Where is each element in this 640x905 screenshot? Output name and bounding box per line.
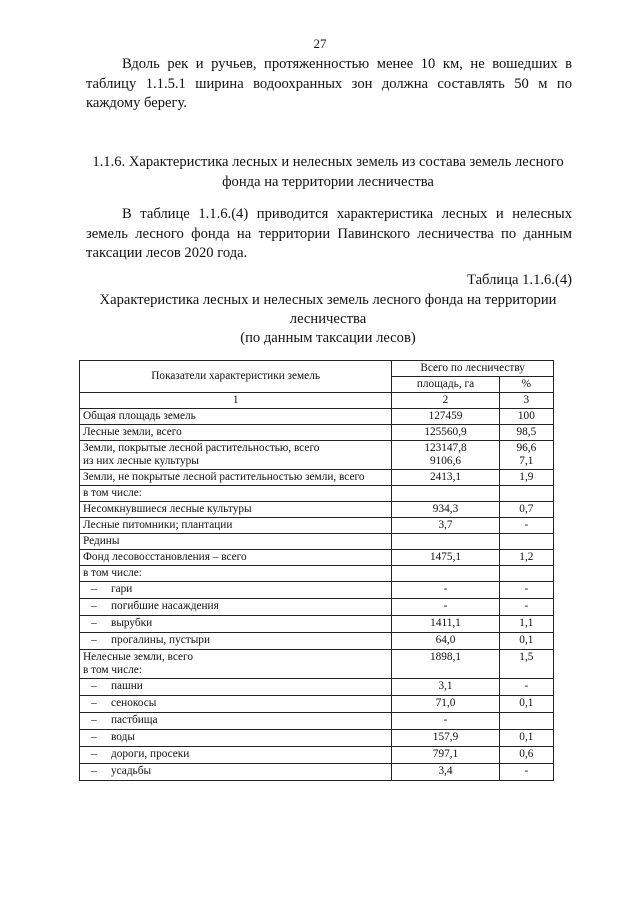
table-row [80, 566, 554, 582]
row-percent [499, 713, 553, 730]
row-percent [499, 747, 553, 764]
table-title [80, 291, 576, 348]
row-area [392, 747, 499, 764]
row-percent [499, 730, 553, 747]
table-title-line-2: лесничества [289, 311, 367, 327]
list-dash: – [91, 680, 97, 692]
row-percent-value: 100 [517, 410, 535, 422]
row-percent-value: - [524, 583, 529, 595]
row-area-value: 1475,1 [429, 551, 462, 563]
column-number: 1 [80, 393, 392, 409]
row-indicator [80, 502, 392, 518]
row-area [392, 470, 499, 486]
row-indicator [80, 696, 392, 713]
row-percent [499, 550, 553, 566]
row-area-value: 3,1 [438, 680, 453, 692]
table-row [80, 679, 554, 696]
row-area-value: 934,3 [432, 503, 459, 515]
table-row [80, 425, 554, 441]
row-percent-value: 1,2 [519, 551, 534, 563]
table-label: Таблица 1.1.6.(4) [467, 272, 572, 288]
row-percent-value: 0,1 [519, 731, 534, 743]
row-area-value: 125560,9 [424, 426, 467, 438]
row-area [392, 441, 499, 470]
table-row [80, 502, 554, 518]
list-dash: – [91, 748, 97, 760]
land-characteristics-table [79, 360, 554, 781]
row-indicator-label: дороги, просеки [111, 748, 190, 760]
row-percent-value: 1,9 [519, 471, 534, 483]
table-row [80, 696, 554, 713]
table-row [80, 633, 554, 650]
row-indicator-sublabel: в том числе: [83, 664, 142, 676]
row-area-value: 64,0 [435, 634, 456, 646]
row-area [392, 599, 499, 616]
row-indicator-label: Лесные питомники; плантации [83, 519, 233, 531]
row-indicator-label: в том числе: [83, 487, 142, 499]
row-area [392, 650, 499, 679]
row-percent-value: 0,1 [519, 634, 534, 646]
row-percent [499, 409, 553, 425]
row-percent-value: - [524, 765, 529, 777]
list-dash: – [91, 765, 97, 777]
row-percent [499, 599, 553, 616]
row-area-value: 797,1 [432, 748, 459, 760]
row-indicator-label: Несомкнувшиеся лесные культуры [83, 503, 252, 515]
row-percent-value: 0,1 [519, 697, 534, 709]
table-body [80, 409, 554, 781]
row-area [392, 713, 499, 730]
list-dash: – [91, 617, 97, 629]
row-indicator [80, 486, 392, 502]
row-percent [499, 441, 553, 470]
row-percent-value: 1,5 [519, 651, 534, 663]
row-area-value: 123147,8 [424, 442, 467, 454]
row-percent [499, 470, 553, 486]
row-area [392, 518, 499, 534]
row-area-subvalue: 9106,6 [429, 455, 462, 467]
row-indicator [80, 534, 392, 550]
list-dash: – [91, 714, 97, 726]
row-indicator [80, 518, 392, 534]
row-indicator-label: погибшие насаждения [111, 600, 219, 612]
row-indicator [80, 409, 392, 425]
table-row [80, 534, 554, 550]
list-dash: – [91, 697, 97, 709]
row-area [392, 409, 499, 425]
table-row [80, 550, 554, 566]
row-percent-value: 98,5 [516, 426, 537, 438]
row-indicator [80, 550, 392, 566]
row-indicator [80, 441, 392, 470]
row-area-value: - [443, 600, 448, 612]
row-area [392, 566, 499, 582]
list-dash: – [91, 583, 97, 595]
row-percent-value: - [524, 519, 529, 531]
row-area [392, 486, 499, 502]
row-percent [499, 616, 553, 633]
row-indicator [80, 679, 392, 696]
row-percent [499, 518, 553, 534]
column-number: 3 [499, 393, 553, 409]
row-indicator [80, 616, 392, 633]
row-area [392, 764, 499, 781]
table-row [80, 730, 554, 747]
table-row [80, 441, 554, 470]
row-area [392, 730, 499, 747]
row-indicator [80, 730, 392, 747]
row-indicator-label: в том числе: [83, 567, 142, 579]
row-percent-value: - [524, 600, 529, 612]
table-row [80, 518, 554, 534]
row-indicator [80, 582, 392, 599]
row-percent [499, 650, 553, 679]
table-row [80, 747, 554, 764]
table-title-line-1: Характеристика лесных и нелесных земель лесного фонда на территории [99, 292, 557, 308]
row-indicator-label: Земли, покрытые лесной растительностью, всего [83, 442, 320, 454]
row-area-value: 71,0 [435, 697, 456, 709]
table-row [80, 599, 554, 616]
row-percent [499, 633, 553, 650]
table-row [80, 713, 554, 730]
header-indicators: Показатели характеристики земель [80, 361, 392, 393]
row-percent [499, 502, 553, 518]
row-area [392, 616, 499, 633]
row-percent [499, 566, 553, 582]
row-indicator [80, 713, 392, 730]
header-total: Всего по лесничеству [392, 361, 554, 377]
row-area [392, 534, 499, 550]
row-indicator [80, 764, 392, 781]
row-percent-value: 1,1 [519, 617, 534, 629]
row-percent-subvalue: 7,1 [519, 455, 534, 467]
section-paragraph: В таблице 1.1.6.(4) приводится характеристика лесных и нелесных земель лесного фонда на территории Павинского лесничества по данным таксации лесов 2020 года. [86, 206, 572, 261]
row-percent [499, 679, 553, 696]
row-indicator-label: Фонд лесовосстановления – всего [83, 551, 247, 563]
row-percent [499, 582, 553, 599]
table-row [80, 582, 554, 599]
row-indicator [80, 747, 392, 764]
table-row [80, 470, 554, 486]
row-percent [499, 486, 553, 502]
table-title-line-3: (по данным таксации лесов) [240, 330, 416, 346]
row-indicator-label: гари [111, 583, 133, 595]
row-indicator-label: Лесные земли, всего [83, 426, 182, 438]
row-percent-value: 0,6 [519, 748, 534, 760]
row-indicator-label: усадьбы [111, 765, 152, 777]
row-indicator-label: пастбища [111, 714, 158, 726]
list-dash: – [91, 634, 97, 646]
intro-paragraph: Вдоль рек и ручьев, протяженностью менее 10 км, не вошедших в таблицу 1.1.5.1 ширина водоохранных зон должна составлять 50 м по каждому берегу. [86, 56, 572, 111]
row-area [392, 425, 499, 441]
row-percent [499, 764, 553, 781]
row-indicator-label: Редины [83, 535, 120, 547]
row-percent [499, 696, 553, 713]
list-dash: – [91, 731, 97, 743]
row-area [392, 502, 499, 518]
row-percent-value: - [524, 680, 529, 692]
row-area-value: 2413,1 [429, 471, 462, 483]
table-row [80, 486, 554, 502]
row-indicator [80, 566, 392, 582]
row-indicator [80, 425, 392, 441]
row-area-value: 127459 [428, 410, 463, 422]
row-indicator-label: прогалины, пустыри [111, 634, 210, 646]
row-percent-value: 96,6 [516, 442, 537, 454]
row-area-value: - [443, 714, 448, 726]
row-percent [499, 534, 553, 550]
row-area-value: 157,9 [432, 731, 459, 743]
row-indicator-sublabel: из них лесные культуры [83, 455, 199, 467]
row-area [392, 550, 499, 566]
table-row [80, 764, 554, 781]
row-area [392, 633, 499, 650]
table-row [80, 650, 554, 679]
row-area [392, 679, 499, 696]
row-indicator [80, 650, 392, 679]
row-percent [499, 425, 553, 441]
row-area-value: 3,4 [438, 765, 453, 777]
header-area: площадь, га [392, 377, 499, 393]
row-percent-value: 0,7 [519, 503, 534, 515]
row-indicator-label: Общая площадь земель [83, 410, 196, 422]
row-indicator-label: пашни [111, 680, 143, 692]
row-area-value: 3,7 [438, 519, 453, 531]
row-area [392, 582, 499, 599]
section-heading: 1.1.6. Характеристика лесных и нелесных земель из состава земель лесного фонда на территории лесничества [92, 154, 564, 190]
row-indicator-label: вырубки [111, 617, 153, 629]
row-indicator-label: воды [111, 731, 135, 743]
row-indicator-label: Нелесные земли, всего [83, 651, 193, 663]
row-area-value: 1898,1 [429, 651, 462, 663]
row-indicator [80, 470, 392, 486]
row-indicator [80, 599, 392, 616]
row-indicator-label: сенокосы [111, 697, 157, 709]
column-number: 2 [392, 393, 499, 409]
row-indicator [80, 633, 392, 650]
row-area [392, 696, 499, 713]
list-dash: – [91, 600, 97, 612]
table-row [80, 616, 554, 633]
row-area-value: 1411,1 [430, 617, 461, 629]
row-indicator-label: Земли, не покрытые лесной растительностью земли, всего [83, 471, 365, 483]
table-row [80, 409, 554, 425]
page-number: 27 [313, 36, 327, 51]
header-percent: % [499, 377, 553, 393]
row-area-value: - [443, 583, 448, 595]
